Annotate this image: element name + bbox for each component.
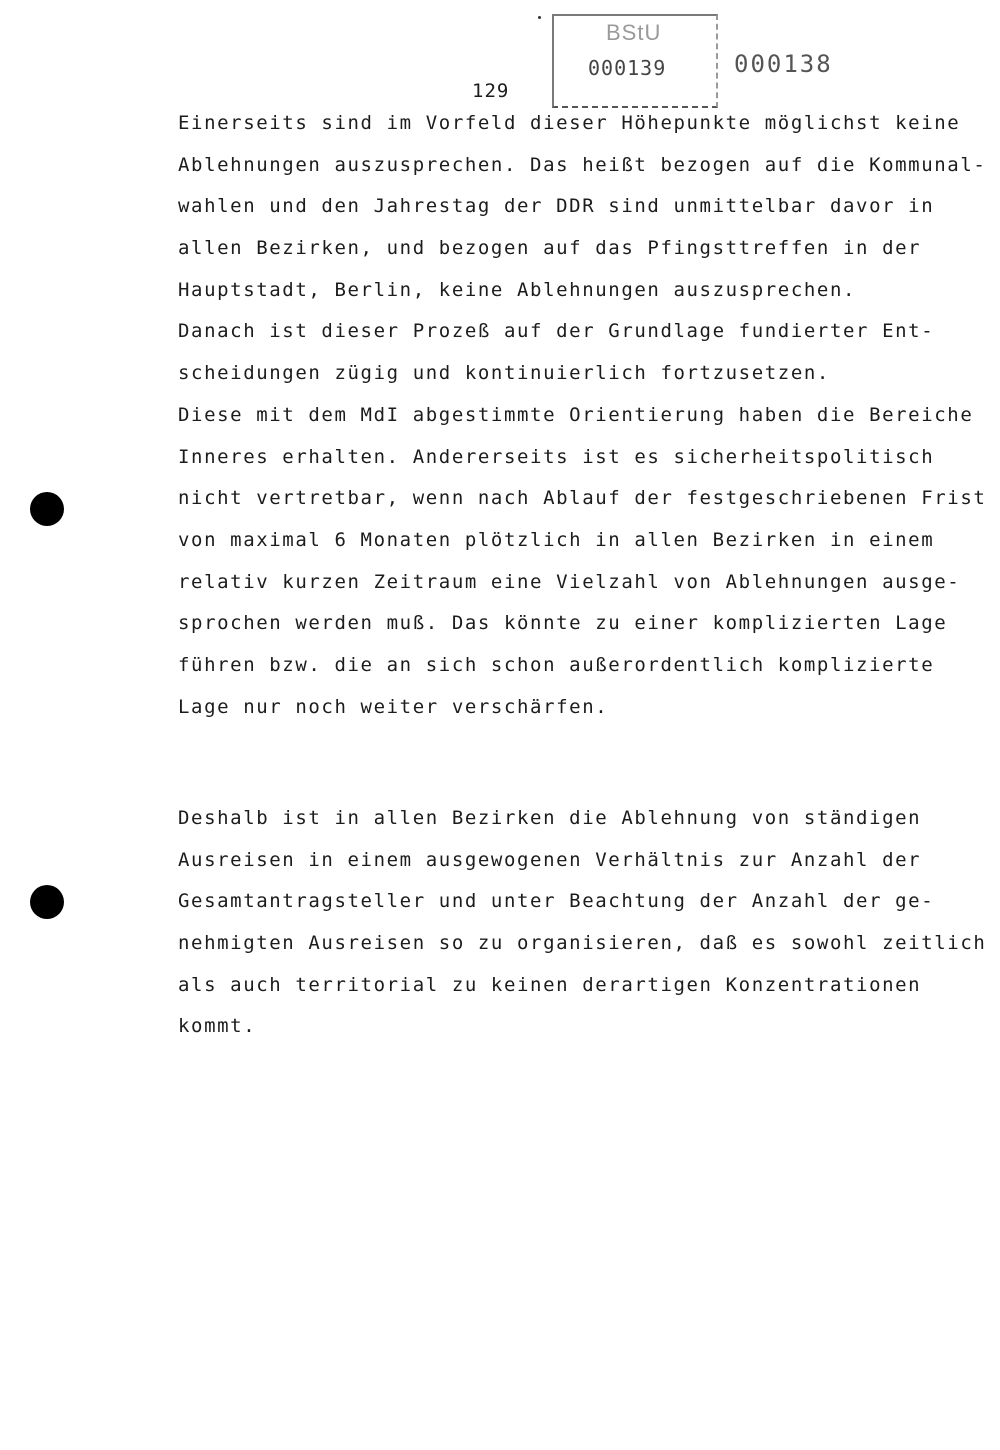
text-line: nicht vertretbar, wenn nach Ablauf der festgeschriebenen Frist	[178, 487, 987, 510]
text-line: Ausreisen in einem ausgewogenen Verhältnis zur Anzahl der	[178, 848, 922, 871]
text-line: Diese mit dem MdI abgestimmte Orientierung haben die Bereiche	[178, 403, 974, 426]
text-line: Deshalb ist in allen Bezirken die Ablehnung von ständigen	[178, 807, 922, 829]
text-line: relativ kurzen Zeitraum eine Vielzahl von Ablehnungen ausge-	[178, 570, 961, 593]
text-line: Einerseits sind im Vorfeld dieser Höhepunkte möglichst keine	[178, 112, 961, 134]
text-line: als auch territorial zu keinen derartigen Konzentrationen	[178, 973, 922, 996]
page-number: 129	[472, 80, 510, 102]
stamp-label: BStU	[606, 20, 662, 45]
text-line: sprochen werden muß. Das könnte zu einer komplizierten Lage	[178, 612, 948, 635]
text-line: führen bzw. die an sich schon außerordentlich komplizierte	[178, 653, 935, 676]
text-line: Danach ist dieser Prozeß auf der Grundlage fundierter Ent-	[178, 320, 935, 343]
text-line: wahlen und den Jahrestag der DDR sind unmittelbar davor in	[178, 195, 935, 218]
text-line: Ablehnungen auszusprechen. Das heißt bezogen auf die Kommunal-	[178, 153, 987, 176]
stamp-number: 000139	[588, 56, 667, 80]
paragraph-1	[178, 112, 986, 737]
text-line: von maximal 6 Monaten plötzlich in allen Bezirken in einem	[178, 528, 935, 551]
text-line: Lage nur noch weiter verschärfen.	[178, 695, 609, 718]
archive-number: 000138	[734, 50, 833, 78]
archive-stamp	[552, 14, 718, 108]
ink-dot	[538, 16, 541, 19]
text-line: kommt.	[178, 1015, 257, 1038]
paragraph-2	[178, 807, 986, 1057]
text-line: nehmigten Ausreisen so zu organisieren, daß es sowohl zeitlich	[178, 932, 987, 955]
punch-hole-top	[30, 492, 64, 526]
text-line: Hauptstadt, Berlin, keine Ablehnungen auszusprechen.	[178, 278, 857, 301]
punch-hole-bottom	[30, 885, 64, 919]
text-line: allen Bezirken, und bezogen auf das Pfingsttreffen in der	[178, 237, 922, 260]
text-line: scheidungen zügig und kontinuierlich fortzusetzen.	[178, 362, 830, 385]
text-line: Gesamtantragsteller und unter Beachtung der Anzahl der ge-	[178, 890, 935, 913]
text-line: Inneres erhalten. Andererseits ist es sicherheitspolitisch	[178, 445, 935, 468]
